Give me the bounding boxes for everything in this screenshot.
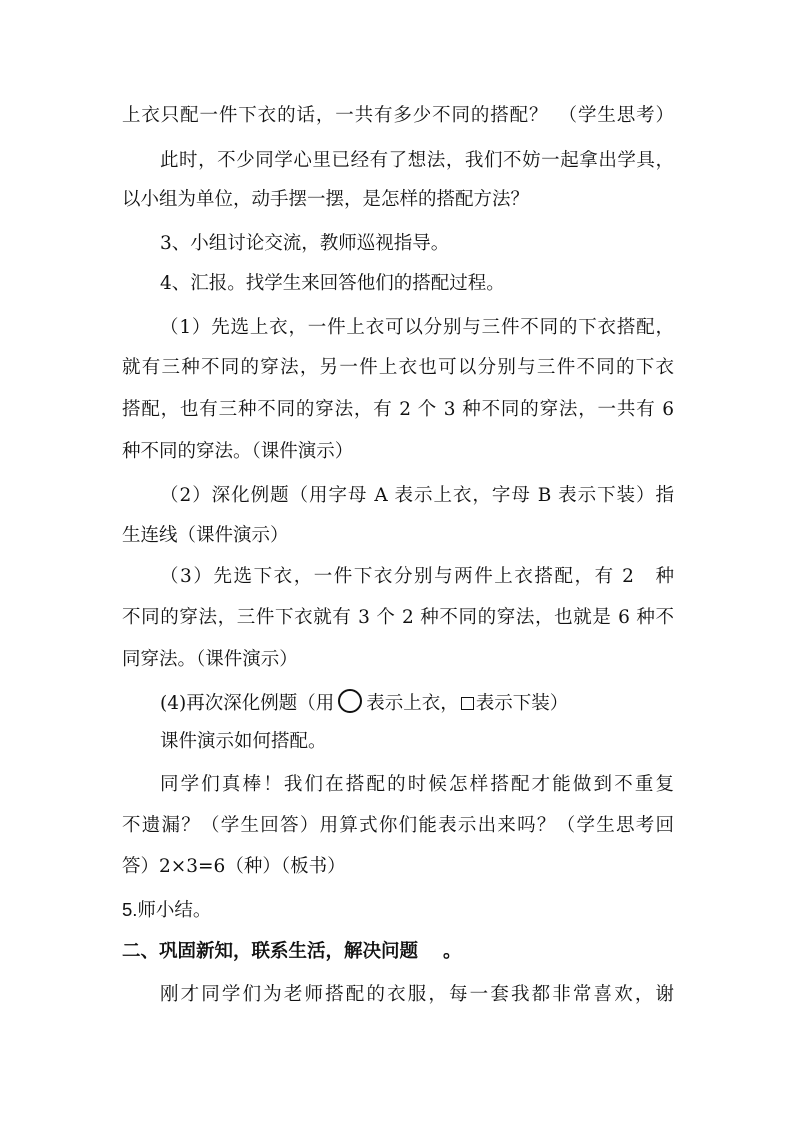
section-heading: 二、巩固新知，联系生活，解决问题 。: [122, 941, 462, 962]
circle-icon: [338, 689, 362, 713]
paragraph-line: 同穿法。（课件演示）: [122, 649, 298, 670]
paragraph-line: （3）先选下衣，一件下衣分别与两件上衣搭配，有 2 种: [160, 566, 674, 587]
paragraph-line: 此时，不少同学心里已经有了想法，我们不妨一起拿出学具，: [160, 150, 674, 171]
paragraph-line: （1）先选上衣，一件上衣可以分别与三件不同的下衣搭配，: [160, 317, 674, 338]
paragraph-line: 不同的穿法，三件下衣就有 3 个 2 种不同的穿法，也就是 6 种不: [122, 607, 674, 628]
paragraph-line: 种不同的穿法。（课件演示）: [122, 441, 354, 462]
square-icon: [461, 697, 474, 710]
line-text: (4)再次深化例题（用: [160, 693, 335, 714]
paragraph-line: 就有三种不同的穿法，另一件上衣也可以分别与三件不同的下衣: [122, 357, 674, 378]
paragraph-line: [160, 689, 674, 713]
paragraph-line: 上衣只配一件下衣的话，一共有多少不同的搭配？ （学生思考）: [122, 105, 674, 126]
paragraph-line: 不遗漏？（学生回答）用算式你们能表示出来吗？（学生思考回: [122, 815, 674, 836]
paragraph-line: 答）2×3=6（种）（板书）: [122, 856, 346, 877]
line-text: 表示下装）: [475, 693, 569, 714]
paragraph-line: 刚才同学们为老师搭配的衣服，每一套我都非常喜欢，谢: [160, 984, 674, 1005]
paragraph-line: 搭配，也有三种不同的穿法，有 2 个 3 种不同的穿法，一共有 6: [122, 399, 674, 420]
paragraph-line: （2）深化例题（用字母 A 表示上衣，字母 B 表示下装）指: [160, 485, 674, 506]
paragraph-line: 生连线（课件演示）: [122, 525, 289, 546]
paragraph-line: 3、小组讨论交流，教师巡视指导。: [160, 233, 450, 254]
line-text: 表示上衣，: [366, 693, 459, 714]
paragraph-line: 以小组为单位，动手摆一摆，是怎样的搭配方法？: [122, 189, 530, 210]
paragraph-line: 课件演示如何搭配。: [160, 731, 327, 752]
paragraph-line: 同学们真棒！我们在搭配的时候怎样搭配才能做到不重复: [160, 774, 674, 795]
paragraph-line: 5.师小结。: [122, 899, 212, 920]
paragraph-line: 4、汇报。找学生来回答他们的搭配过程。: [160, 273, 505, 294]
